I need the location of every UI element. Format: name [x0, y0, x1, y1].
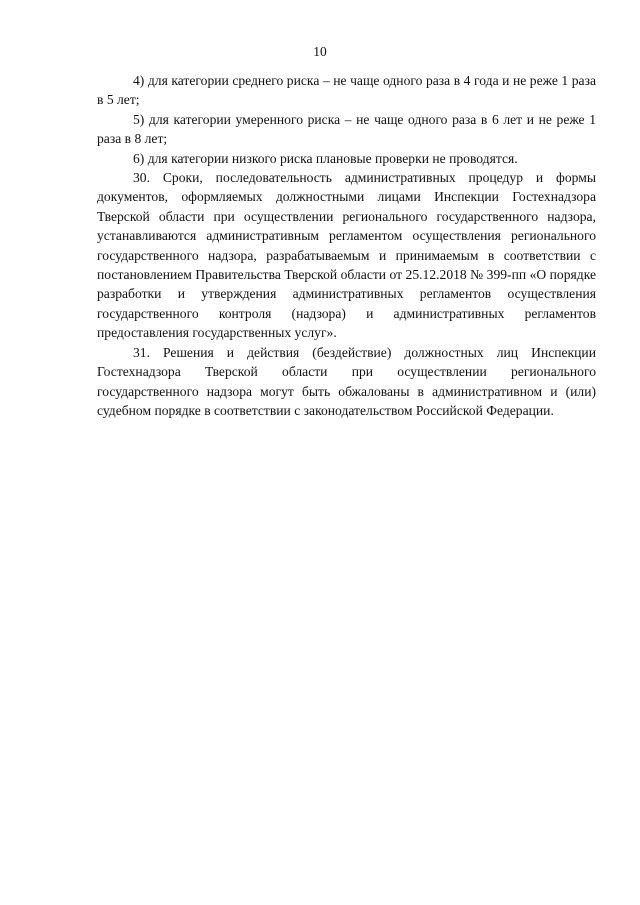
- paragraph-30: 30. Сроки, последовательность административных процедур и формы документов, оформляемых должностными лицами Инспекции Гостехнадзора Тверской области при осуществлении регионального государственного надзора, устанавливаются административным регламентом осуществления регионального государственного надзора, разрабатываемым и принимаемым в соответствии с постановлением Правительства Тверской области от 25.12.2018 № 399-пп «О порядке разработки и утверждения административных регламентов осуществления государственного контроля (надзора) и административных регламентов предоставления государственных услуг».: [97, 170, 596, 341]
- list-item-low-risk: 6) для категории низкого риска плановые проверки не проводятся.: [133, 150, 518, 166]
- paragraph-31: 31. Решения и действия (бездействие) должностных лиц Инспекции Гостехнадзора Тверской области при осуществлении регионального государственного надзора могут быть обжалованы в административном и (или) судебном порядке в соответствии с законодательством Российской Федерации.: [97, 344, 596, 418]
- page-number: 10: [313, 44, 327, 59]
- document-body: [97, 71, 596, 420]
- list-item-moderate-risk: 5) для категории умеренного риска – не чаще одного раза в 6 лет и не реже 1 раза в 8 лет;: [97, 111, 596, 147]
- list-item-medium-risk: 4) для категории среднего риска – не чаще одного раза в 4 года и не реже 1 раза в 5 лет;: [97, 73, 596, 108]
